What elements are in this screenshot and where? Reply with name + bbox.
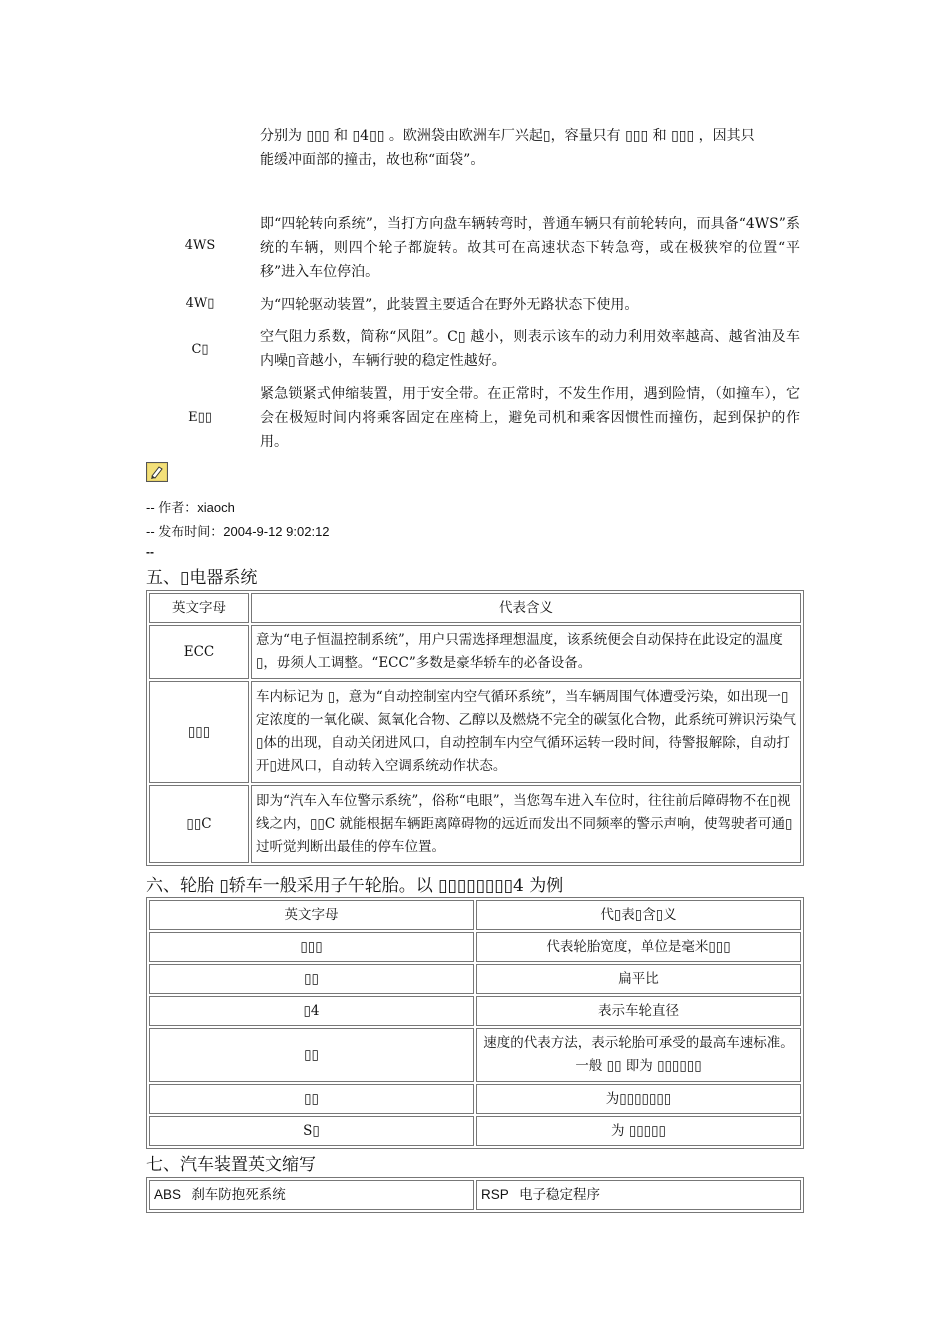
abbr-label: 电子稳定程序: [519, 1187, 601, 1203]
intro-line-1: 分别为 ▯▯▯ 和 ▯4▯▯ 。欧洲袋由欧洲车厂兴起▯，容量只有 ▯▯▯ 和 ▯▯▯ ，因其只: [260, 128, 755, 144]
table-header-row: [149, 593, 801, 623]
header-letter: 英文字母: [149, 900, 474, 930]
table-row: [149, 1028, 801, 1082]
row-desc: 表示车轮直径: [476, 996, 801, 1026]
table-row: [149, 625, 801, 679]
row-desc: 为 ▯▯▯▯▯: [476, 1116, 801, 1146]
row-desc: 为▯▯▯▯▯▯▯: [476, 1084, 801, 1114]
table-header-row: [149, 900, 801, 930]
section5-table: [146, 590, 804, 866]
term-4wd-desc: 为“四轮驱动装置”，此装置主要适合在野外无路状态下使用。: [260, 297, 639, 313]
table-row: [149, 1180, 801, 1210]
abbr-label: 刹车防抱死系统: [191, 1187, 286, 1203]
row-desc: 意为“电子恒温控制系统”，用户只需选择理想温度，该系统便会自动保持在此设定的温度▯，毋须人工调整。“ECC”多数是豪华轿车的必备设备。: [251, 625, 801, 679]
row-abbr: ▯▯: [149, 1028, 474, 1082]
term-elr-desc: 紧急锁紧式伸缩装置，用于安全带。在正常时，不发生作用，遇到险情，（如撞车），它会在极短时间内将乘客固定在座椅上，避免司机和乘客因惯性而撞伤，起到保护的作用。: [260, 386, 800, 450]
header-letter: 英文字母: [149, 593, 249, 623]
row-desc: 扁平比: [476, 964, 801, 994]
table-row: [149, 964, 801, 994]
row-abbr: S▯: [149, 1116, 474, 1146]
table-row: [149, 785, 801, 863]
term-elr: E▯▯: [188, 410, 212, 425]
term-4ws-desc: 即“四轮转向系统”，当打方向盘车辆转弯时，普通车辆只有前轮转向，而具备“4WS”系统的车辆，则四个轮子都旋转。故其可在高速状态下转急弯，或在极狭窄的位置“平移”进入车位停泊。: [260, 216, 800, 280]
term-4ws: 4WS: [184, 238, 216, 253]
table-row: [149, 681, 801, 783]
term-cd-desc: 空气阻力系数，简称“风阻”。C▯ 越小，则表示该车的动力利用效率越高、越省油及车内噪▯音越小，车辆行驶的稳定性越好。: [260, 329, 800, 369]
row-desc: 即为“汽车入车位警示系统”，俗称“电眼”，当您驾车进入车位时，往往前后障碍物不在▯视线之内，▯▯C 就能根据车辆距离障碍物的远近而发出不同频率的警示声响，使驾驶者可通▯过听觉判断出最佳的停车位置。: [251, 785, 801, 863]
abbr-cell-rsp: [476, 1180, 801, 1210]
table-row: [149, 996, 801, 1026]
row-abbr: ECC: [149, 625, 249, 679]
table-row: [149, 1116, 801, 1146]
abbr-code: RSP: [481, 1187, 509, 1202]
row-desc: 代表轮胎宽度，单位是毫米▯▯▯: [476, 932, 801, 962]
section6-table: [146, 897, 804, 1149]
table-row: [149, 1084, 801, 1114]
post-time: -- 发布时间：2004-9-12 9:02:12: [146, 524, 330, 539]
post-separator: --: [146, 545, 154, 559]
section6-title: 六、轮胎 ▯轿车一般采用子午轮胎。以 ▯▯▯▯▯▯▯▯4 为例: [146, 876, 564, 896]
row-abbr: ▯4: [149, 996, 474, 1026]
intro-line-2: 能缓冲面部的撞击，故也称“面袋”。: [260, 152, 485, 168]
row-desc: 车内标记为 ▯，意为“自动控制室内空气循环系统”，当车辆周围气体遭受污染，如出现一▯定浓度的一氧化碳、氮氧化合物、乙醇以及燃烧不完全的碳氢化合物，此系统可辨识污染气▯体的出现，自动关闭进风口，自动控制车内空气循环运转一段时间，待警报解除，自动打开▯进风口，自动转入空调系统动作状态。: [251, 681, 801, 783]
section5-title: 五、▯电器系统: [146, 568, 258, 588]
section7-title: 七、汽车装置英文缩写: [146, 1155, 316, 1175]
row-abbr: ▯▯C: [149, 785, 249, 863]
row-abbr: ▯▯▯: [149, 932, 474, 962]
section7-table: [146, 1177, 804, 1213]
table-row: [149, 932, 801, 962]
post-author: -- 作者：xiaoch: [146, 500, 235, 515]
term-cd: C▯: [191, 342, 209, 357]
intro-paragraph: [260, 124, 805, 172]
row-abbr: ▯▯▯: [149, 681, 249, 783]
header-meaning: 代▯表▯含▯义: [476, 900, 801, 930]
row-abbr: ▯▯: [149, 1084, 474, 1114]
header-meaning: 代表含义: [251, 593, 801, 623]
term-4wd: 4W▯: [185, 296, 215, 311]
abbr-code: ABS: [154, 1187, 182, 1202]
edit-icon[interactable]: [146, 462, 168, 482]
row-abbr: ▯▯: [149, 964, 474, 994]
row-desc: 速度的代表方法，表示轮胎可承受的最高车速标准。一般 ▯▯ 即为 ▯▯▯▯▯▯: [476, 1028, 801, 1082]
abbr-cell-abs: [149, 1180, 474, 1210]
